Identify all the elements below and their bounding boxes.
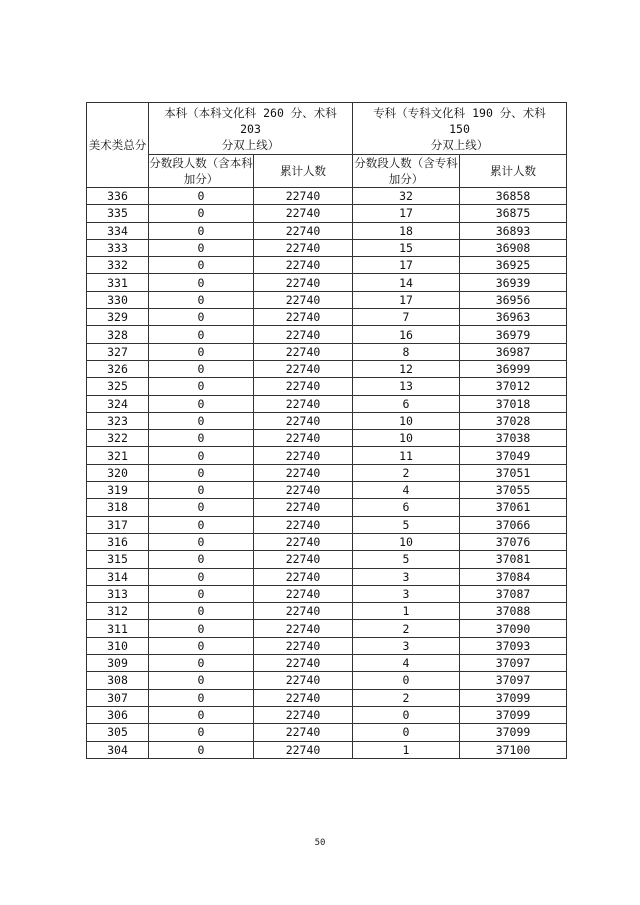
benke-cumulative-cell: 22740: [254, 741, 353, 758]
zhuanke-cumulative-cell: 37012: [460, 378, 567, 395]
benke-segment-count-cell: 0: [149, 447, 254, 464]
total-score-cell: 315: [87, 551, 149, 568]
zhuanke-segment-count-cell: 13: [353, 378, 460, 395]
zhuanke-segment-count-cell: 4: [353, 482, 460, 499]
zhuanke-cumulative-cell: 36956: [460, 291, 567, 308]
zhuanke-header-line3: 分双上线）: [430, 137, 489, 152]
zhuanke-cumulative-cell: 37051: [460, 464, 567, 481]
benke-cumulative-header: 累计人数: [254, 155, 353, 188]
table-row: [87, 378, 567, 395]
zhuanke-cumulative-cell: 37081: [460, 551, 567, 568]
benke-cumulative-cell: 22740: [254, 533, 353, 550]
total-score-cell: 322: [87, 430, 149, 447]
table-row: [87, 585, 567, 602]
table-row: [87, 603, 567, 620]
benke-header-line3: 分双上线）: [221, 137, 280, 152]
total-score-cell: 331: [87, 274, 149, 291]
table-row: [87, 689, 567, 706]
zhuanke-cumulative-header: 累计人数: [460, 155, 567, 188]
benke-cumulative-cell: 22740: [254, 395, 353, 412]
total-score-cell: 326: [87, 360, 149, 377]
zhuanke-cumulative-cell: 37084: [460, 568, 567, 585]
benke-segment-count-cell: 0: [149, 326, 254, 343]
table-row: [87, 309, 567, 326]
total-score-cell: 333: [87, 239, 149, 256]
zhuanke-segment-count-cell: 11: [353, 447, 460, 464]
benke-segment-count-cell: 0: [149, 516, 254, 533]
zhuanke-cumulative-cell: 37018: [460, 395, 567, 412]
zhuanke-segment-count-cell: 3: [353, 637, 460, 654]
zhuanke-cumulative-cell: 36908: [460, 239, 567, 256]
benke-cumulative-cell: 22740: [254, 724, 353, 741]
table-row: [87, 205, 567, 222]
zhuanke-cumulative-cell: 37066: [460, 516, 567, 533]
table-row: [87, 499, 567, 516]
zhuanke-segment-count-cell: 12: [353, 360, 460, 377]
table-row: [87, 464, 567, 481]
table-row: [87, 239, 567, 256]
zhuanke-cumulative-cell: 37090: [460, 620, 567, 637]
zhuanke-segment-count-cell: 16: [353, 326, 460, 343]
benke-segment-count-cell: 0: [149, 360, 254, 377]
benke-segment-count-cell: 0: [149, 257, 254, 274]
zhuanke-header-line2: 150: [449, 121, 470, 136]
benke-cumulative-cell: 22740: [254, 239, 353, 256]
zhuanke-segment-count-header: 分数段人数（含专科加分）: [354, 156, 458, 186]
benke-segment-count-cell: 0: [149, 395, 254, 412]
zhuanke-group-header: [353, 103, 567, 155]
benke-segment-count-header: 分数段人数（含本科加分）: [149, 156, 253, 186]
benke-segment-count-cell: 0: [149, 430, 254, 447]
total-score-cell: 309: [87, 655, 149, 672]
total-score-cell: 311: [87, 620, 149, 637]
benke-segment-count-cell: 0: [149, 205, 254, 222]
benke-cumulative-cell: 22740: [254, 499, 353, 516]
total-score-cell: 334: [87, 222, 149, 239]
table-row: [87, 672, 567, 689]
benke-segment-count-cell: 0: [149, 706, 254, 723]
zhuanke-segment-count-cell: 7: [353, 309, 460, 326]
zhuanke-cumulative-cell: 37076: [460, 533, 567, 550]
zhuanke-cumulative-cell: 37099: [460, 706, 567, 723]
zhuanke-segment-count-cell: 10: [353, 430, 460, 447]
total-score-cell: 318: [87, 499, 149, 516]
total-score-cell: 312: [87, 603, 149, 620]
total-score-cell: 335: [87, 205, 149, 222]
benke-segment-count-cell: 0: [149, 378, 254, 395]
zhuanke-cumulative-cell: 36999: [460, 360, 567, 377]
table-row: [87, 326, 567, 343]
benke-segment-count-cell: 0: [149, 672, 254, 689]
benke-cumulative-cell: 22740: [254, 585, 353, 602]
benke-segment-count-cell: 0: [149, 533, 254, 550]
total-score-cell: 325: [87, 378, 149, 395]
zhuanke-segment-count-cell: 10: [353, 533, 460, 550]
table-row: [87, 274, 567, 291]
benke-cumulative-cell: 22740: [254, 430, 353, 447]
table-row: [87, 724, 567, 741]
table-row: [87, 447, 567, 464]
benke-cumulative-cell: 22740: [254, 188, 353, 205]
zhuanke-cumulative-cell: 36893: [460, 222, 567, 239]
zhuanke-cumulative-cell: 36987: [460, 343, 567, 360]
benke-segment-count-cell: 0: [149, 464, 254, 481]
benke-cumulative-cell: 22740: [254, 689, 353, 706]
zhuanke-cumulative-cell: 37100: [460, 741, 567, 758]
benke-cumulative-cell: 22740: [254, 706, 353, 723]
zhuanke-header-line1: 专科（专科文化科 190 分、术科: [373, 105, 546, 120]
table-row: [87, 257, 567, 274]
benke-segment-count-cell: 0: [149, 309, 254, 326]
benke-cumulative-cell: 22740: [254, 205, 353, 222]
benke-cumulative-cell: 22740: [254, 274, 353, 291]
total-score-cell: 321: [87, 447, 149, 464]
table-row: [87, 360, 567, 377]
zhuanke-segment-count-cell: 2: [353, 464, 460, 481]
benke-segment-count-cell: 0: [149, 499, 254, 516]
benke-cumulative-cell: 22740: [254, 516, 353, 533]
zhuanke-segment-count-cell: 14: [353, 274, 460, 291]
benke-cumulative-cell: 22740: [254, 551, 353, 568]
benke-segment-count-cell: 0: [149, 222, 254, 239]
table-row: [87, 568, 567, 585]
zhuanke-cumulative-cell: 37088: [460, 603, 567, 620]
table-row: [87, 222, 567, 239]
total-score-cell: 307: [87, 689, 149, 706]
total-score-cell: 306: [87, 706, 149, 723]
zhuanke-segment-count-cell: 1: [353, 603, 460, 620]
zhuanke-segment-count-cell: 3: [353, 585, 460, 602]
zhuanke-cumulative-cell: 37061: [460, 499, 567, 516]
zhuanke-segment-count-cell: 15: [353, 239, 460, 256]
zhuanke-segment-count-cell: 0: [353, 706, 460, 723]
benke-segment-count-cell: 0: [149, 412, 254, 429]
table-row: [87, 533, 567, 550]
zhuanke-cumulative-cell: 37093: [460, 637, 567, 654]
zhuanke-segment-count-cell: 18: [353, 222, 460, 239]
benke-cumulative-cell: 22740: [254, 568, 353, 585]
zhuanke-cumulative-cell: 36875: [460, 205, 567, 222]
total-score-cell: 310: [87, 637, 149, 654]
total-score-cell: 324: [87, 395, 149, 412]
benke-header-line2: 203: [240, 121, 261, 136]
benke-cumulative-cell: 22740: [254, 412, 353, 429]
page-number: 50: [314, 838, 326, 848]
zhuanke-cumulative-cell: 37097: [460, 672, 567, 689]
benke-segment-count-cell: 0: [149, 239, 254, 256]
benke-cumulative-cell: 22740: [254, 672, 353, 689]
benke-segment-count-cell: 0: [149, 585, 254, 602]
zhuanke-segment-count-cell: 17: [353, 257, 460, 274]
table-row: [87, 395, 567, 412]
total-score-cell: 327: [87, 343, 149, 360]
table-row: [87, 741, 567, 758]
table-row: [87, 188, 567, 205]
zhuanke-cumulative-cell: 36963: [460, 309, 567, 326]
total-score-cell: 332: [87, 257, 149, 274]
total-score-cell: 328: [87, 326, 149, 343]
total-score-cell: 305: [87, 724, 149, 741]
benke-segment-count-cell: 0: [149, 637, 254, 654]
table-row: [87, 482, 567, 499]
total-score-cell: 314: [87, 568, 149, 585]
table-row: [87, 291, 567, 308]
benke-cumulative-cell: 22740: [254, 291, 353, 308]
score-distribution-table: [86, 102, 567, 759]
total-score-cell: 330: [87, 291, 149, 308]
benke-segment-count-cell: 0: [149, 655, 254, 672]
zhuanke-cumulative-cell: 36858: [460, 188, 567, 205]
total-score-cell: 329: [87, 309, 149, 326]
table-row: [87, 620, 567, 637]
benke-cumulative-cell: 22740: [254, 343, 353, 360]
table-row: [87, 551, 567, 568]
table-row: [87, 706, 567, 723]
benke-cumulative-cell: 22740: [254, 637, 353, 654]
benke-segment-count-cell: 0: [149, 482, 254, 499]
table-row: [87, 516, 567, 533]
zhuanke-segment-count-cell: 17: [353, 291, 460, 308]
zhuanke-segment-count-cell: 0: [353, 672, 460, 689]
zhuanke-cumulative-cell: 37038: [460, 430, 567, 447]
zhuanke-segment-count-cell: 5: [353, 516, 460, 533]
benke-cumulative-cell: 22740: [254, 603, 353, 620]
table-body: [87, 188, 567, 759]
zhuanke-cumulative-cell: 36979: [460, 326, 567, 343]
zhuanke-cumulative-cell: 37097: [460, 655, 567, 672]
benke-segment-count-cell: 0: [149, 689, 254, 706]
benke-cumulative-cell: 22740: [254, 360, 353, 377]
zhuanke-cumulative-cell: 37049: [460, 447, 567, 464]
zhuanke-segment-count-cell: 1: [353, 741, 460, 758]
benke-segment-count-cell: 0: [149, 291, 254, 308]
zhuanke-segment-count-cell: 2: [353, 620, 460, 637]
total-score-cell: 308: [87, 672, 149, 689]
benke-segment-count-cell: 0: [149, 741, 254, 758]
benke-segment-count-cell: 0: [149, 620, 254, 637]
zhuanke-cumulative-cell: 37055: [460, 482, 567, 499]
total-score-header: 美术类总分: [87, 103, 149, 188]
table-row: [87, 343, 567, 360]
benke-cumulative-cell: 22740: [254, 447, 353, 464]
benke-segment-count-cell: 0: [149, 724, 254, 741]
benke-cumulative-cell: 22740: [254, 326, 353, 343]
benke-cumulative-cell: 22740: [254, 482, 353, 499]
benke-cumulative-cell: 22740: [254, 464, 353, 481]
benke-cumulative-cell: 22740: [254, 309, 353, 326]
zhuanke-cumulative-cell: 37087: [460, 585, 567, 602]
zhuanke-cumulative-cell: 36939: [460, 274, 567, 291]
total-score-cell: 323: [87, 412, 149, 429]
zhuanke-segment-count-cell: 6: [353, 499, 460, 516]
zhuanke-cumulative-cell: 37099: [460, 689, 567, 706]
total-score-cell: 313: [87, 585, 149, 602]
zhuanke-segment-count-cell: 2: [353, 689, 460, 706]
zhuanke-segment-count-cell: 3: [353, 568, 460, 585]
zhuanke-cumulative-cell: 37099: [460, 724, 567, 741]
table-row: [87, 412, 567, 429]
total-score-cell: 316: [87, 533, 149, 550]
benke-cumulative-cell: 22740: [254, 655, 353, 672]
zhuanke-segment-count-cell: 8: [353, 343, 460, 360]
total-score-cell: 319: [87, 482, 149, 499]
zhuanke-segment-count-cell: 0: [353, 724, 460, 741]
zhuanke-segment-count-cell: 6: [353, 395, 460, 412]
benke-header-line1: 本科（本科文化科 260 分、术科: [164, 105, 337, 120]
benke-segment-count-cell: 0: [149, 603, 254, 620]
benke-segment-count-cell: 0: [149, 551, 254, 568]
total-score-cell: 317: [87, 516, 149, 533]
table-row: [87, 655, 567, 672]
total-score-cell: 320: [87, 464, 149, 481]
total-score-cell: 336: [87, 188, 149, 205]
benke-cumulative-cell: 22740: [254, 257, 353, 274]
zhuanke-segment-count-cell: 10: [353, 412, 460, 429]
zhuanke-cumulative-cell: 36925: [460, 257, 567, 274]
benke-cumulative-cell: 22740: [254, 620, 353, 637]
zhuanke-segment-count-cell: 32: [353, 188, 460, 205]
zhuanke-segment-count-cell: 4: [353, 655, 460, 672]
benke-segment-count-cell: 0: [149, 568, 254, 585]
zhuanke-cumulative-cell: 37028: [460, 412, 567, 429]
benke-segment-count-cell: 0: [149, 343, 254, 360]
benke-segment-count-cell: 0: [149, 188, 254, 205]
zhuanke-segment-count-cell: 5: [353, 551, 460, 568]
table-row: [87, 430, 567, 447]
benke-segment-count-cell: 0: [149, 274, 254, 291]
table-row: [87, 637, 567, 654]
total-score-cell: 304: [87, 741, 149, 758]
benke-cumulative-cell: 22740: [254, 378, 353, 395]
benke-cumulative-cell: 22740: [254, 222, 353, 239]
benke-group-header: [149, 103, 353, 155]
zhuanke-segment-count-cell: 17: [353, 205, 460, 222]
